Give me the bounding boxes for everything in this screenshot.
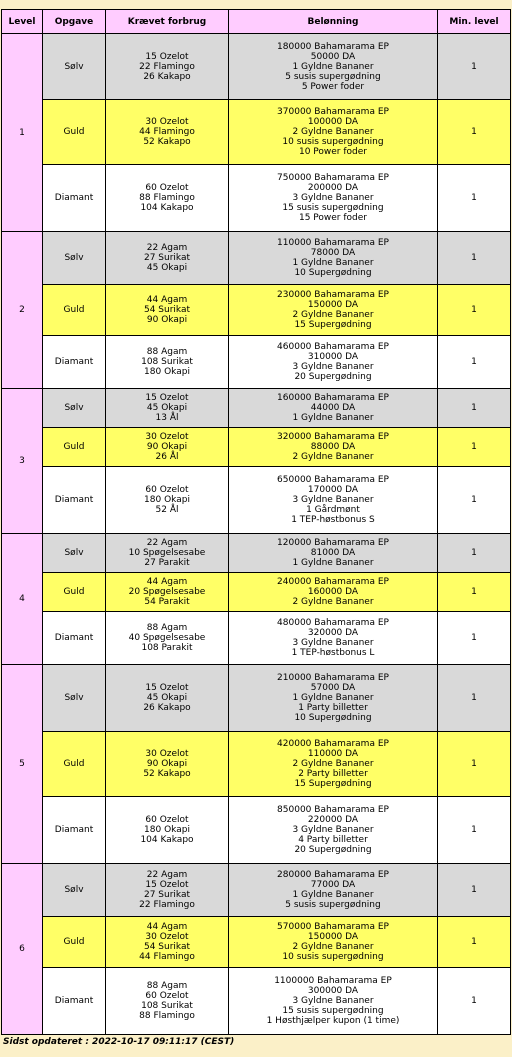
min-level-cell: 1 <box>438 34 511 100</box>
required-cell: 44 Agam 54 Surikat 90 Okapi <box>106 285 229 336</box>
required-cell: 15 Ozelot 45 Okapi 13 Ål <box>106 389 229 428</box>
required-cell: 44 Agam 20 Spøgelsesabe 54 Parakit <box>106 573 229 612</box>
required-cell: 60 Ozelot 180 Okapi 52 Ål <box>106 467 229 534</box>
table-row <box>2 864 511 917</box>
reward-cell: 370000 Bahamarama EP 100000 DA 2 Gyldne Bananer 10 susis supergødning 10 Power foder <box>229 100 438 165</box>
min-level-cell: 1 <box>438 165 511 232</box>
level-cell: 4 <box>2 534 43 665</box>
min-level-cell: 1 <box>438 389 511 428</box>
task-cell: Diamant <box>43 467 106 534</box>
min-level-cell: 1 <box>438 612 511 665</box>
table-row <box>2 34 511 100</box>
task-cell: Guld <box>43 285 106 336</box>
table-row <box>2 917 511 968</box>
reward-cell: 180000 Bahamarama EP 50000 DA 1 Gyldne Bananer 5 susis supergødning 5 Power foder <box>229 34 438 100</box>
min-level-cell: 1 <box>438 573 511 612</box>
table-header-row <box>2 10 511 34</box>
table-row <box>2 232 511 285</box>
task-cell: Diamant <box>43 968 106 1035</box>
task-cell: Sølv <box>43 389 106 428</box>
required-cell: 88 Agam 40 Spøgelsesabe 108 Parakit <box>106 612 229 665</box>
required-cell: 22 Agam 10 Spøgelsesabe 27 Parakit <box>106 534 229 573</box>
min-level-cell: 1 <box>438 100 511 165</box>
task-cell: Diamant <box>43 612 106 665</box>
reward-cell: 650000 Bahamarama EP 170000 DA 3 Gyldne Bananer 1 Gårdmønt 1 TEP-høstbonus S <box>229 467 438 534</box>
reward-cell: 320000 Bahamarama EP 88000 DA 2 Gyldne Bananer <box>229 428 438 467</box>
reward-cell: 460000 Bahamarama EP 310000 DA 3 Gyldne Bananer 20 Supergødning <box>229 336 438 389</box>
required-cell: 88 Agam 108 Surikat 180 Okapi <box>106 336 229 389</box>
reward-cell: 160000 Bahamarama EP 44000 DA 1 Gyldne Bananer <box>229 389 438 428</box>
min-level-cell: 1 <box>438 968 511 1035</box>
task-cell: Diamant <box>43 165 106 232</box>
table-row <box>2 100 511 165</box>
required-cell: 88 Agam 60 Ozelot 108 Surikat 88 Flamingo <box>106 968 229 1035</box>
reward-cell: 210000 Bahamarama EP 57000 DA 1 Gyldne Bananer 1 Party billetter 10 Supergødning <box>229 665 438 732</box>
task-cell: Guld <box>43 428 106 467</box>
required-cell: 15 Ozelot 22 Flamingo 26 Kakapo <box>106 34 229 100</box>
header-required: Krævet forbrug <box>106 10 229 34</box>
required-cell: 30 Ozelot 44 Flamingo 52 Kakapo <box>106 100 229 165</box>
header-min-level: Min. level <box>438 10 511 34</box>
task-cell: Sølv <box>43 665 106 732</box>
min-level-cell: 1 <box>438 917 511 968</box>
task-cell: Guld <box>43 732 106 797</box>
reward-cell: 120000 Bahamarama EP 81000 DA 1 Gyldne Bananer <box>229 534 438 573</box>
task-cell: Guld <box>43 100 106 165</box>
reward-cell: 570000 Bahamarama EP 150000 DA 2 Gyldne Bananer 10 susis supergødning <box>229 917 438 968</box>
table-row <box>2 336 511 389</box>
reward-cell: 480000 Bahamarama EP 320000 DA 3 Gyldne Bananer 1 TEP-høstbonus L <box>229 612 438 665</box>
table-row <box>2 165 511 232</box>
min-level-cell: 1 <box>438 732 511 797</box>
required-cell: 15 Ozelot 45 Okapi 26 Kakapo <box>106 665 229 732</box>
header-level: Level <box>2 10 43 34</box>
level-cell: 1 <box>2 34 43 232</box>
table-row <box>2 797 511 864</box>
task-cell: Guld <box>43 917 106 968</box>
table-row <box>2 534 511 573</box>
required-cell: 30 Ozelot 90 Okapi 26 Ål <box>106 428 229 467</box>
task-cell: Diamant <box>43 336 106 389</box>
min-level-cell: 1 <box>438 665 511 732</box>
min-level-cell: 1 <box>438 428 511 467</box>
min-level-cell: 1 <box>438 336 511 389</box>
task-cell: Sølv <box>43 864 106 917</box>
required-cell: 44 Agam 30 Ozelot 54 Surikat 44 Flamingo <box>106 917 229 968</box>
required-cell: 30 Ozelot 90 Okapi 52 Kakapo <box>106 732 229 797</box>
required-cell: 60 Ozelot 180 Okapi 104 Kakapo <box>106 797 229 864</box>
min-level-cell: 1 <box>438 232 511 285</box>
task-cell: Sølv <box>43 34 106 100</box>
table-body <box>2 34 511 1035</box>
table-row <box>2 428 511 467</box>
table-row <box>2 665 511 732</box>
reward-cell: 420000 Bahamarama EP 110000 DA 2 Gyldne Bananer 2 Party billetter 15 Supergødning <box>229 732 438 797</box>
required-cell: 60 Ozelot 88 Flamingo 104 Kakapo <box>106 165 229 232</box>
reward-cell: 280000 Bahamarama EP 77000 DA 1 Gyldne Bananer 5 susis supergødning <box>229 864 438 917</box>
task-cell: Diamant <box>43 797 106 864</box>
level-cell: 5 <box>2 665 43 864</box>
level-cell: 3 <box>2 389 43 534</box>
table-row <box>2 732 511 797</box>
min-level-cell: 1 <box>438 467 511 534</box>
reward-cell: 240000 Bahamarama EP 160000 DA 2 Gyldne Bananer <box>229 573 438 612</box>
table-row <box>2 285 511 336</box>
table-row <box>2 968 511 1035</box>
table-row <box>2 612 511 665</box>
reward-cell: 230000 Bahamarama EP 150000 DA 2 Gyldne Bananer 15 Supergødning <box>229 285 438 336</box>
reward-cell: 1100000 Bahamarama EP 300000 DA 3 Gyldne Bananer 15 susis supergødning 1 Høsthjælper kupon (1 time) <box>229 968 438 1035</box>
reward-cell: 110000 Bahamarama EP 78000 DA 1 Gyldne Bananer 10 Supergødning <box>229 232 438 285</box>
table-row <box>2 389 511 428</box>
task-cell: Guld <box>43 573 106 612</box>
task-cell: Sølv <box>43 232 106 285</box>
reward-table <box>1 9 511 1035</box>
level-cell: 2 <box>2 232 43 389</box>
last-updated-text: Sidst opdateret : 2022-10-17 09:11:17 (CEST) <box>3 1037 235 1047</box>
min-level-cell: 1 <box>438 534 511 573</box>
min-level-cell: 1 <box>438 285 511 336</box>
header-reward: Belønning <box>229 10 438 34</box>
min-level-cell: 1 <box>438 797 511 864</box>
table-row <box>2 467 511 534</box>
header-task: Opgave <box>43 10 106 34</box>
level-cell: 6 <box>2 864 43 1035</box>
required-cell: 22 Agam 27 Surikat 45 Okapi <box>106 232 229 285</box>
reward-cell: 850000 Bahamarama EP 220000 DA 3 Gyldne Bananer 4 Party billetter 20 Supergødning <box>229 797 438 864</box>
reward-cell: 750000 Bahamarama EP 200000 DA 3 Gyldne Bananer 15 susis supergødning 15 Power foder <box>229 165 438 232</box>
required-cell: 22 Agam 15 Ozelot 27 Surikat 22 Flamingo <box>106 864 229 917</box>
task-cell: Sølv <box>43 534 106 573</box>
min-level-cell: 1 <box>438 864 511 917</box>
table-row <box>2 573 511 612</box>
